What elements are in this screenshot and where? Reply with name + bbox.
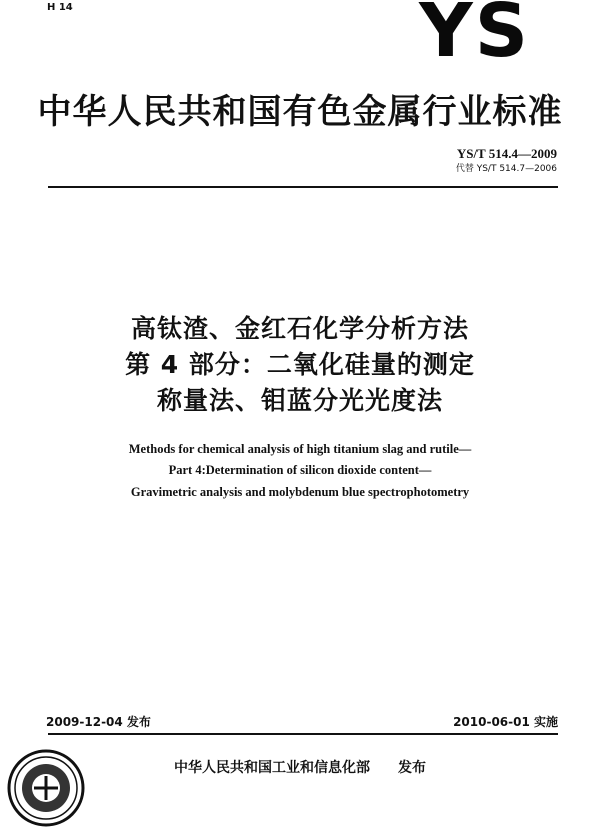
title-cn-line3: 称量法、钼蓝分光光度法 [156,386,443,415]
issue-date: 2009-12-04 发布 [46,715,151,729]
top-divider [48,186,558,188]
official-seal-icon [6,748,86,828]
issuer-name: 中华人民共和国工业和信息化部 [174,760,370,776]
replaces-standard: 代替 YS/T 514.7—2006 [455,164,557,174]
issuer [0,757,600,777]
issuer-action: 发布 [398,760,426,776]
implementation-date: 2010-06-01 实施 [453,715,558,729]
title-en-line2: Part 4:Determination of silicon dioxide content— [168,463,432,477]
title-en-line3: Gravimetric analysis and molybdenum blue spectrophotometry [130,485,470,499]
title-cn-line1: 高钛渣、金红石化学分析方法 [130,314,469,343]
title-en-line1: Methods for chemical analysis of high titanium slag and rutile— [128,442,472,456]
ys-logo: YS [419,0,530,74]
standard-number: YS/T 514.4—2009 [456,146,557,161]
bottom-divider [48,733,558,735]
classification-code: H 14 [47,2,73,13]
title-cn-line2: 第 4 部分：二氧化硅量的测定 [125,350,475,379]
industry-standard-title: 中华人民共和国有色金属行业标准 [37,92,563,132]
